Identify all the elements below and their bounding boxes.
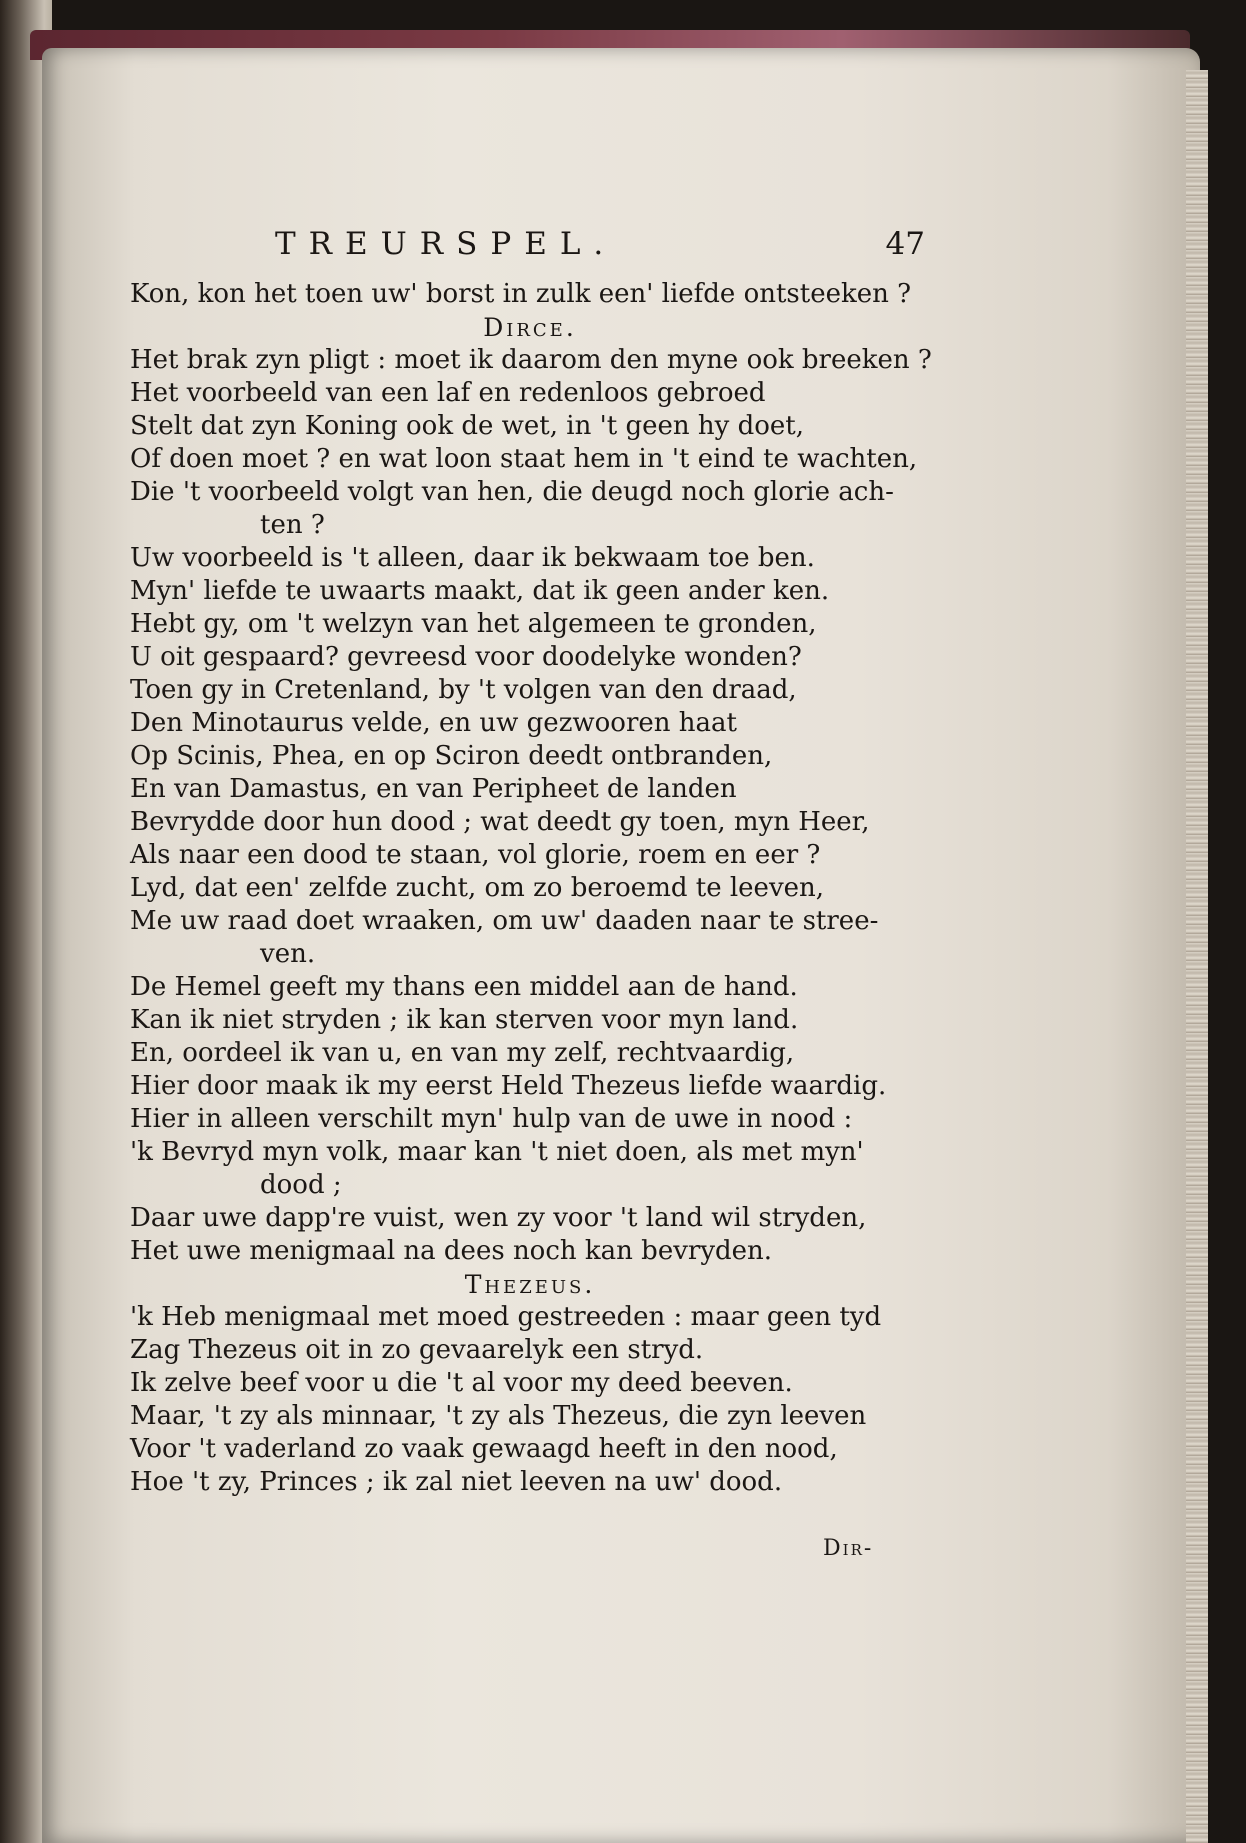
verse-line: Op Scinis, Phea, en op Sciron deedt ontbranden, (130, 741, 773, 771)
verse-line: En, oordeel ik van u, en van my zelf, rechtvaardig, (130, 1038, 795, 1068)
page-number: 47 (885, 226, 925, 262)
verse-line-continuation: dood ; (260, 1170, 342, 1200)
page-header (275, 226, 925, 276)
verse-line: Voor 't vaderland zo vaak gewaagd heeft in den nood, (130, 1434, 838, 1464)
verse-line: De Hemel geeft my thans een middel aan de hand. (130, 972, 798, 1002)
verse-line: 'k Heb menigmaal met moed gestreeden : maar geen tyd (130, 1302, 882, 1332)
verse-line: Kan ik niet stryden ; ik kan sterven voor myn land. (130, 1005, 799, 1035)
verse-line: Hebt gy, om 't welzyn van het algemeen te gronden, (130, 609, 817, 639)
verse-line: Me uw raad doet wraaken, om uw' daaden naar te stree- (130, 906, 879, 936)
verse-line: Kon, kon het toen uw' borst in zulk een' liefde ontsteeken ? (130, 279, 912, 309)
verse-text-block (130, 278, 930, 1499)
verse-line: Ik zelve beef voor u die 't al voor my deed beeven. (130, 1368, 793, 1398)
verse-line: Zag Thezeus oit in zo gevaarelyk een stryd. (130, 1335, 704, 1365)
verse-line: Die 't voorbeeld volgt van hen, die deugd noch glorie ach- (130, 477, 894, 507)
verse-line: Bevrydde door hun dood ; wat deedt gy toen, myn Heer, (130, 807, 870, 837)
verse-line: Hier in alleen verschilt myn' hulp van de uwe in nood : (130, 1104, 853, 1134)
verse-line: Uw voorbeeld is 't alleen, daar ik bekwaam toe ben. (130, 543, 815, 573)
verse-line: Of doen moet ? en wat loon staat hem in 't eind te wachten, (130, 444, 918, 474)
verse-line: Stelt dat zyn Koning ook de wet, in 't geen hy doet, (130, 411, 804, 441)
verse-line: Het voorbeeld van een laf en redenloos gebroed (130, 378, 766, 408)
verse-line: 'k Bevryd myn volk, maar kan 't niet doen, als met myn' (130, 1137, 864, 1167)
verse-line: Den Minotaurus velde, en uw gezwooren haat (130, 708, 737, 738)
verse-line: Myn' liefde te uwaarts maakt, dat ik geen ander ken. (130, 576, 830, 606)
verse-line: U oit gespaard? gevreesd voor doodelyke wonden? (130, 642, 802, 672)
verse-line: Maar, 't zy als minnaar, 't zy als Thezeus, die zyn leeven (130, 1401, 867, 1431)
verse-line: En van Damastus, en van Peripheet de landen (130, 774, 737, 804)
verse-line: Toen gy in Cretenland, by 't volgen van den draad, (130, 675, 797, 705)
speaker-name: Dirce. (483, 313, 577, 342)
verse-line: Als naar een dood te staan, vol glorie, roem en eer ? (130, 840, 821, 870)
verse-line: Lyd, dat een' zelfde zucht, om zo beroemd te leeven, (130, 873, 825, 903)
verse-line-continuation: ven. (260, 939, 316, 969)
verse-line: Hier door maak ik my eerst Held Thezeus liefde waardig. (130, 1071, 887, 1101)
page-deckle-edge (1186, 70, 1208, 1843)
verse-line: Hoe 't zy, Princes ; ik zal niet leeven na uw' dood. (130, 1467, 783, 1497)
verse-line: Het brak zyn pligt : moet ik daarom den myne ook breeken ? (130, 345, 932, 375)
speaker-name: Thezeus. (464, 1270, 596, 1299)
running-title: TREURSPEL. (275, 226, 617, 262)
verse-line-continuation: ten ? (260, 510, 325, 540)
catchword: Dir- (823, 1536, 874, 1561)
verse-line: Daar uwe dapp're vuist, wen zy voor 't land wil stryden, (130, 1203, 867, 1233)
verse-line: Het uwe menigmaal na dees noch kan bevryden. (130, 1236, 773, 1266)
